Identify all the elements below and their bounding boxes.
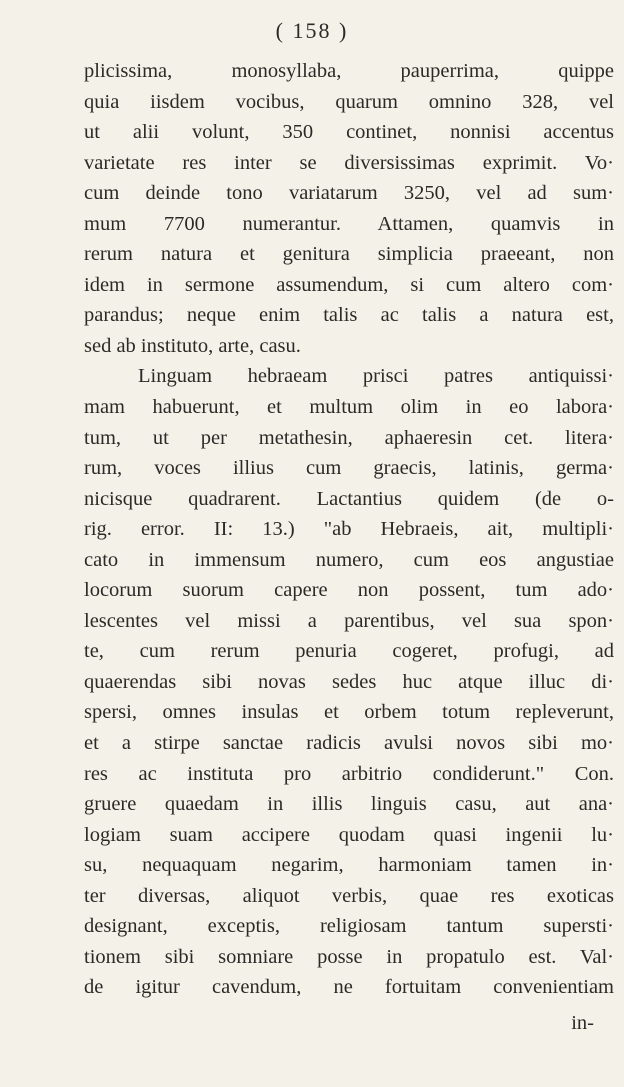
text-line: mum 7700 numerantur. Attamen, quamvis in: [84, 212, 614, 235]
text-line: rerum natura et genitura simplicia praeeant, non: [84, 243, 614, 266]
text-line: res ac instituta pro arbitrio condiderunt." Con.: [84, 762, 614, 785]
paragraph: [84, 361, 614, 1002]
text-line: Linguam hebraeam prisci patres antiquissi·: [138, 365, 614, 388]
text-line: de igitur cavendum, ne fortuitam convenientiam: [84, 976, 614, 999]
text-line: cato in immensum numero, cum eos angustiae: [84, 548, 614, 571]
text-line: cum deinde tono variatarum 3250, vel ad sum·: [84, 182, 614, 205]
text-line: quaerendas sibi novas sedes huc atque illuc di·: [84, 670, 614, 693]
text-line: quia iisdem vocibus, quarum omnino 328, vel: [84, 90, 614, 113]
text-line: varietate res inter se diversissimas exprimit. Vo·: [84, 151, 614, 174]
text-line: logiam suam accipere quodam quasi ingenii lu·: [84, 823, 614, 846]
text-line: tum, ut per metathesin, aphaeresin cet. litera·: [84, 426, 614, 449]
page-number: ( 158 ): [275, 18, 349, 43]
text-line: nicisque quadrarent. Lactantius quidem (de o-: [84, 487, 614, 510]
text-line: sed ab instituto, arte, casu.: [84, 334, 301, 357]
paragraph: [84, 56, 614, 361]
text-line: gruere quaedam in illis linguis casu, aut ana·: [84, 793, 614, 816]
catchword: in-: [571, 1012, 594, 1034]
text-line: plicissima, monosyllaba, pauperrima, quippe: [84, 60, 614, 82]
body-text: [84, 56, 614, 1003]
text-line: rig. error. II: 13.) "ab Hebraeis, ait, multipli·: [84, 518, 614, 541]
text-line: ut alii volunt, 350 continet, nonnisi accentus: [84, 121, 614, 144]
text-line: ter diversas, aliquot verbis, quae res exoticas: [84, 884, 614, 907]
text-line: et a stirpe sanctae radicis avulsi novos sibi mo·: [84, 732, 614, 755]
text-line: mam habuerunt, et multum olim in eo labora·: [84, 396, 614, 419]
text-line: te, cum rerum penuria cogeret, profugi, ad: [84, 640, 614, 663]
text-line: lescentes vel missi a parentibus, vel sua spon·: [84, 609, 614, 632]
text-line: su, nequaquam negarim, harmoniam tamen in·: [84, 854, 614, 877]
text-line: idem in sermone assumendum, si cum altero com·: [84, 273, 614, 296]
text-line: designant, exceptis, religiosam tantum supersti·: [84, 915, 614, 938]
text-line: rum, voces illius cum graecis, latinis, germa·: [84, 457, 614, 480]
text-line: tionem sibi somniare posse in propatulo est. Val·: [84, 945, 614, 968]
text-line: parandus; neque enim talis ac talis a natura est,: [84, 304, 614, 327]
text-line: locorum suorum capere non possent, tum ado·: [84, 579, 614, 602]
text-line: spersi, omnes insulas et orbem totum repleverunt,: [84, 701, 614, 724]
